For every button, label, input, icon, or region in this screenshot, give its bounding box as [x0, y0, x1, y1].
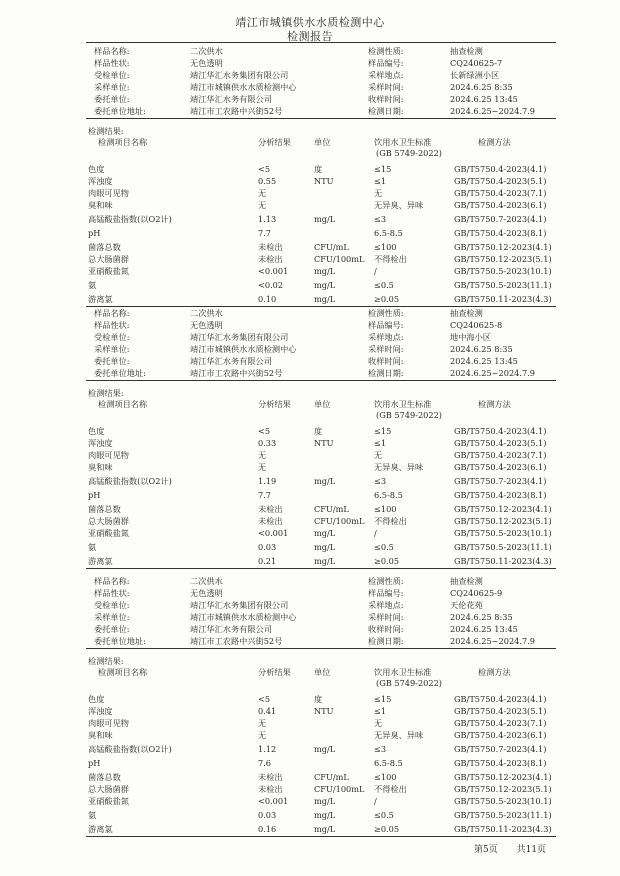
row-item: 肉眼可见物 [88, 718, 129, 728]
row-result: <5 [258, 426, 271, 436]
row-item: 臭和味 [88, 462, 113, 472]
info-label-state: 样品性状: [94, 58, 130, 68]
info-value-state: 无色透明 [190, 588, 223, 598]
row-result: 未检出 [258, 504, 283, 514]
section-divider [86, 568, 556, 569]
row-item: 高锰酸盐指数(以O2计) [88, 744, 172, 754]
row-unit: mg/L [314, 810, 336, 820]
row-item: 亚硝酸盐氮 [88, 528, 129, 538]
row-result: <5 [258, 694, 271, 704]
row-item: 游离氯 [88, 556, 113, 566]
row-unit: 度 [314, 426, 323, 436]
info-label-entrusted: 受检单位: [94, 70, 130, 80]
info-label-type: 检测性质: [368, 576, 404, 586]
row-item: 亚硝酸盐氮 [88, 266, 129, 276]
row-method: GB/T5750.12-2023(4.1) [454, 242, 552, 252]
info-value-time: 2024.6.25 8:35 [450, 82, 513, 92]
row-standard: ≤100 [374, 504, 397, 514]
info-label-name: 样品名称: [94, 308, 130, 318]
row-method: GB/T5750.11-2023(4.3) [454, 556, 552, 566]
row-unit: NTU [314, 438, 334, 448]
row-result: 未检出 [258, 784, 283, 794]
info-label-place: 采样地点: [368, 332, 404, 342]
row-item: 高锰酸盐指数(以O2计) [88, 476, 172, 486]
info-value-time: 2024.6.25 8:35 [450, 612, 513, 622]
col-std-header: 饮用水卫生标准 [374, 399, 432, 409]
row-unit: mg/L [314, 796, 336, 806]
row-unit: mg/L [314, 214, 336, 224]
row-method: GB/T5750.4-2023(7.1) [454, 718, 547, 728]
row-method: GB/T5750.4-2023(5.1) [454, 438, 547, 448]
col-result-header: 分析结果 [258, 137, 291, 147]
row-standard: ≤100 [374, 772, 397, 782]
row-method: GB/T5750.4-2023(4.1) [454, 164, 547, 174]
col-method-header: 检测方法 [478, 137, 511, 147]
info-label-code: 样品编号: [368, 588, 404, 598]
row-result: 无 [258, 200, 267, 210]
info-label-date: 检测日期: [368, 368, 404, 378]
row-standard: 无 [374, 188, 383, 198]
info-value-client_addr: 靖江市工农路中兴街52号 [190, 636, 283, 646]
info-value-time: 2024.6.25 8:35 [450, 344, 513, 354]
col-item-header: 检测项目名称 [98, 137, 148, 147]
row-item: 臭和味 [88, 730, 113, 740]
col-item-header: 检测项目名称 [98, 399, 148, 409]
row-standard: 不得检出 [374, 784, 407, 794]
row-result: <0.001 [258, 528, 289, 538]
row-method: GB/T5750.4-2023(7.1) [454, 450, 547, 460]
info-label-place: 采样地点: [368, 70, 404, 80]
info-value-place: 长新绿洲小区 [450, 70, 500, 80]
info-value-date: 2024.6.25~2024.7.9 [450, 106, 535, 116]
results-label: 检测结果: [88, 656, 124, 666]
info-label-recv: 收样时间: [368, 624, 404, 634]
report-org-title: 靖江市城镇供水水质检测中心 [235, 16, 385, 29]
row-unit: NTU [314, 706, 334, 716]
info-value-entrusted: 靖江华汇水务集团有限公司 [190, 332, 289, 342]
row-result: 无 [258, 450, 267, 460]
section-divider [86, 118, 556, 119]
row-method: GB/T5750.4-2023(6.1) [454, 462, 547, 472]
row-item: 总大肠菌群 [88, 516, 129, 526]
info-label-entrusted: 受检单位: [94, 332, 130, 342]
results-label: 检测结果: [88, 388, 124, 398]
row-standard: / [374, 266, 377, 276]
info-value-type: 抽查检测 [450, 308, 483, 318]
row-unit: mg/L [314, 294, 336, 304]
row-method: GB/T5750.11-2023(4.3) [454, 824, 552, 834]
info-value-client: 靖江华汇水务有限公司 [190, 624, 272, 634]
row-item: 菌落总数 [88, 772, 121, 782]
info-label-client: 委托单位: [94, 624, 130, 634]
row-unit: mg/L [314, 266, 336, 276]
section-divider [86, 648, 556, 649]
row-method: GB/T5750.4-2023(5.1) [454, 706, 547, 716]
section-divider [86, 836, 556, 837]
info-label-client_addr: 委托单位地址: [94, 106, 146, 116]
col-method-header: 检测方法 [478, 667, 511, 677]
row-item: 臭和味 [88, 200, 113, 210]
row-unit: CFU/100mL [314, 516, 365, 526]
info-value-recv: 2024.6.25 13:45 [450, 94, 518, 104]
row-unit: mg/L [314, 542, 336, 552]
row-method: GB/T5750.4-2023(8.1) [454, 758, 547, 768]
row-result: 7.6 [258, 758, 272, 768]
row-standard: ≤3 [374, 744, 387, 754]
row-standard: 不得检出 [374, 254, 407, 264]
row-method: GB/T5750.4-2023(8.1) [454, 228, 547, 238]
section-divider [86, 380, 556, 381]
row-standard: 无异臭、异味 [374, 730, 424, 740]
row-unit: CFU/100mL [314, 254, 365, 264]
row-unit: CFU/mL [314, 504, 349, 514]
info-label-sampler: 采样单位: [94, 612, 130, 622]
row-item: 色度 [88, 694, 105, 704]
row-unit: mg/L [314, 476, 336, 486]
col-unit-header: 单位 [314, 667, 331, 677]
row-unit: mg/L [314, 824, 336, 834]
row-unit: 度 [314, 694, 323, 704]
info-label-date: 检测日期: [368, 636, 404, 646]
row-result: 未检出 [258, 516, 283, 526]
info-value-client: 靖江华汇水务有限公司 [190, 356, 272, 366]
info-value-place: 天伦花苑 [450, 600, 483, 610]
row-item: pH [88, 490, 101, 500]
info-value-code: CQ240625-9 [450, 588, 503, 598]
info-value-sampler: 靖江市城镇供水水质检测中心 [190, 82, 297, 92]
row-method: GB/T5750.5-2023(10.1) [454, 266, 552, 276]
row-unit: mg/L [314, 744, 336, 754]
row-method: GB/T5750.12-2023(5.1) [454, 254, 552, 264]
col-std-header: 饮用水卫生标准 [374, 667, 432, 677]
info-label-type: 检测性质: [368, 46, 404, 56]
row-method: GB/T5750.4-2023(7.1) [454, 188, 547, 198]
row-standard: 无 [374, 450, 383, 460]
row-result: <0.02 [258, 280, 284, 290]
row-standard: 无 [374, 718, 383, 728]
row-item: 游离氯 [88, 294, 113, 304]
row-standard: ≤0.5 [374, 542, 394, 552]
info-value-name: 二次供水 [190, 46, 223, 56]
row-result: 无 [258, 188, 267, 198]
row-method: GB/T5750.5-2023(10.1) [454, 796, 552, 806]
row-method: GB/T5750.4-2023(6.1) [454, 200, 547, 210]
row-result: 0.10 [258, 294, 277, 304]
row-result: 未检出 [258, 254, 283, 264]
row-standard: 无异臭、异味 [374, 200, 424, 210]
row-method: GB/T5750.4-2023(5.1) [454, 176, 547, 186]
row-method: GB/T5750.12-2023(4.1) [454, 504, 552, 514]
row-standard: ≤3 [374, 476, 387, 486]
page-footer [474, 842, 562, 855]
info-label-time: 采样时间: [368, 82, 404, 92]
row-standard: ≤100 [374, 242, 397, 252]
row-standard: ≥0.05 [374, 824, 400, 834]
row-unit: mg/L [314, 556, 336, 566]
row-method: GB/T5750.12-2023(5.1) [454, 784, 552, 794]
row-standard: ≤15 [374, 694, 392, 704]
info-label-recv: 收样时间: [368, 94, 404, 104]
row-result: 无 [258, 462, 267, 472]
row-method: GB/T5750.5-2023(11.1) [454, 280, 552, 290]
info-label-time: 采样时间: [368, 344, 404, 354]
page-number: 第5页 [474, 845, 498, 855]
row-standard: ≤15 [374, 426, 392, 436]
row-result: <5 [258, 164, 271, 174]
info-value-client: 靖江华汇水务有限公司 [190, 94, 272, 104]
info-value-name: 二次供水 [190, 576, 223, 586]
row-result: <0.001 [258, 796, 289, 806]
row-item: 肉眼可见物 [88, 450, 129, 460]
divider [86, 42, 556, 43]
info-value-date: 2024.6.25~2024.7.9 [450, 368, 535, 378]
col-item-header: 检测项目名称 [98, 667, 148, 677]
row-item: 浑浊度 [88, 438, 113, 448]
row-item: 氨 [88, 810, 97, 820]
info-label-client_addr: 委托单位地址: [94, 368, 146, 378]
row-item: 肉眼可见物 [88, 188, 129, 198]
info-label-client: 委托单位: [94, 356, 130, 366]
info-label-sampler: 采样单位: [94, 82, 130, 92]
sample-section [86, 574, 556, 834]
report-title: 检测报告 [287, 30, 333, 43]
row-standard: 6.5-8.5 [374, 758, 403, 768]
info-value-code: CQ240625-8 [450, 320, 503, 330]
info-value-type: 抽查检测 [450, 46, 483, 56]
info-label-recv: 收样时间: [368, 356, 404, 366]
info-label-name: 样品名称: [94, 46, 130, 56]
info-value-code: CQ240625-7 [450, 58, 503, 68]
info-value-name: 二次供水 [190, 308, 223, 318]
row-unit: CFU/mL [314, 242, 349, 252]
col-std-header-2: (GB 5749-2022) [376, 410, 442, 420]
row-result: 0.55 [258, 176, 277, 186]
row-result: 0.03 [258, 810, 277, 820]
info-label-code: 样品编号: [368, 58, 404, 68]
row-item: 浑浊度 [88, 706, 113, 716]
info-label-sampler: 采样单位: [94, 344, 130, 354]
row-item: 氨 [88, 280, 97, 290]
row-result: 7.7 [258, 228, 272, 238]
row-unit: CFU/mL [314, 772, 349, 782]
page-total: 共11页 [516, 845, 547, 855]
info-label-entrusted: 受检单位: [94, 600, 130, 610]
row-standard: ≤1 [374, 438, 387, 448]
row-item: 游离氯 [88, 824, 113, 834]
row-result: 1.19 [258, 476, 277, 486]
row-method: GB/T5750.12-2023(4.1) [454, 772, 552, 782]
row-item: 亚硝酸盐氮 [88, 796, 129, 806]
row-standard: ≤15 [374, 164, 392, 174]
row-item: 总大肠菌群 [88, 254, 129, 264]
row-result: 0.16 [258, 824, 277, 834]
row-standard: ≤3 [374, 214, 387, 224]
info-label-date: 检测日期: [368, 106, 404, 116]
info-value-state: 无色透明 [190, 320, 223, 330]
row-standard: ≤0.5 [374, 810, 394, 820]
sample-section [86, 44, 556, 304]
info-value-recv: 2024.6.25 13:45 [450, 356, 518, 366]
row-result: 未检出 [258, 242, 283, 252]
row-method: GB/T5750.7-2023(4.1) [454, 476, 547, 486]
row-unit: CFU/100mL [314, 784, 365, 794]
row-result: 无 [258, 718, 267, 728]
row-method: GB/T5750.5-2023(11.1) [454, 542, 552, 552]
row-standard: ≤1 [374, 176, 387, 186]
row-item: 总大肠菌群 [88, 784, 129, 794]
row-method: GB/T5750.4-2023(8.1) [454, 490, 547, 500]
row-standard: ≥0.05 [374, 556, 400, 566]
row-standard: 无异臭、异味 [374, 462, 424, 472]
sample-section [86, 306, 556, 566]
row-standard: / [374, 796, 377, 806]
info-label-type: 检测性质: [368, 308, 404, 318]
info-label-name: 样品名称: [94, 576, 130, 586]
row-method: GB/T5750.7-2023(4.1) [454, 744, 547, 754]
info-value-client_addr: 靖江市工农路中兴街52号 [190, 106, 283, 116]
row-item: 色度 [88, 426, 105, 436]
row-result: 0.41 [258, 706, 277, 716]
row-item: 色度 [88, 164, 105, 174]
col-result-header: 分析结果 [258, 399, 291, 409]
row-unit: mg/L [314, 528, 336, 538]
row-result: 0.03 [258, 542, 277, 552]
info-value-entrusted: 靖江华汇水务集团有限公司 [190, 600, 289, 610]
row-item: pH [88, 228, 101, 238]
row-result: 未检出 [258, 772, 283, 782]
row-method: GB/T5750.4-2023(4.1) [454, 426, 547, 436]
col-std-header: 饮用水卫生标准 [374, 137, 432, 147]
info-label-place: 采样地点: [368, 600, 404, 610]
row-item: 浑浊度 [88, 176, 113, 186]
row-item: 菌落总数 [88, 242, 121, 252]
row-standard: ≥0.05 [374, 294, 400, 304]
info-value-state: 无色透明 [190, 58, 223, 68]
info-value-sampler: 靖江市城镇供水水质检测中心 [190, 344, 297, 354]
col-method-header: 检测方法 [478, 399, 511, 409]
info-label-time: 采样时间: [368, 612, 404, 622]
col-result-header: 分析结果 [258, 667, 291, 677]
row-item: 高锰酸盐指数(以O2计) [88, 214, 172, 224]
row-standard: ≤0.5 [374, 280, 394, 290]
row-method: GB/T5750.5-2023(11.1) [454, 810, 552, 820]
row-method: GB/T5750.4-2023(4.1) [454, 694, 547, 704]
info-value-client_addr: 靖江市工农路中兴街52号 [190, 368, 283, 378]
row-result: 0.21 [258, 556, 277, 566]
info-label-state: 样品性状: [94, 320, 130, 330]
info-value-sampler: 靖江市城镇供水水质检测中心 [190, 612, 297, 622]
col-std-header-2: (GB 5749-2022) [376, 678, 442, 688]
row-method: GB/T5750.11-2023(4.3) [454, 294, 552, 304]
info-value-entrusted: 靖江华汇水务集团有限公司 [190, 70, 289, 80]
row-standard: 不得检出 [374, 516, 407, 526]
row-unit: 度 [314, 164, 323, 174]
info-label-client: 委托单位: [94, 94, 130, 104]
row-result: 1.13 [258, 214, 277, 224]
row-standard: 6.5-8.5 [374, 228, 403, 238]
info-label-client_addr: 委托单位地址: [94, 636, 146, 646]
row-result: <0.001 [258, 266, 289, 276]
info-value-date: 2024.6.25~2024.7.9 [450, 636, 535, 646]
info-label-state: 样品性状: [94, 588, 130, 598]
row-standard: 6.5-8.5 [374, 490, 403, 500]
info-value-recv: 2024.6.25 13:45 [450, 624, 518, 634]
row-result: 1.12 [258, 744, 277, 754]
row-unit: NTU [314, 176, 334, 186]
row-method: GB/T5750.7-2023(4.1) [454, 214, 547, 224]
row-item: 氨 [88, 542, 97, 552]
row-result: 0.33 [258, 438, 277, 448]
row-standard: / [374, 528, 377, 538]
info-label-code: 样品编号: [368, 320, 404, 330]
info-value-type: 抽查检测 [450, 576, 483, 586]
row-item: pH [88, 758, 101, 768]
row-method: GB/T5750.12-2023(5.1) [454, 516, 552, 526]
row-result: 7.7 [258, 490, 272, 500]
row-method: GB/T5750.4-2023(6.1) [454, 730, 547, 740]
info-value-place: 地中海小区 [450, 332, 491, 342]
row-unit: mg/L [314, 280, 336, 290]
row-result: 无 [258, 730, 267, 740]
results-label: 检测结果: [88, 126, 124, 136]
col-std-header-2: (GB 5749-2022) [376, 148, 442, 158]
row-method: GB/T5750.5-2023(10.1) [454, 528, 552, 538]
col-unit-header: 单位 [314, 399, 331, 409]
col-unit-header: 单位 [314, 137, 331, 147]
row-item: 菌落总数 [88, 504, 121, 514]
row-standard: ≤1 [374, 706, 387, 716]
